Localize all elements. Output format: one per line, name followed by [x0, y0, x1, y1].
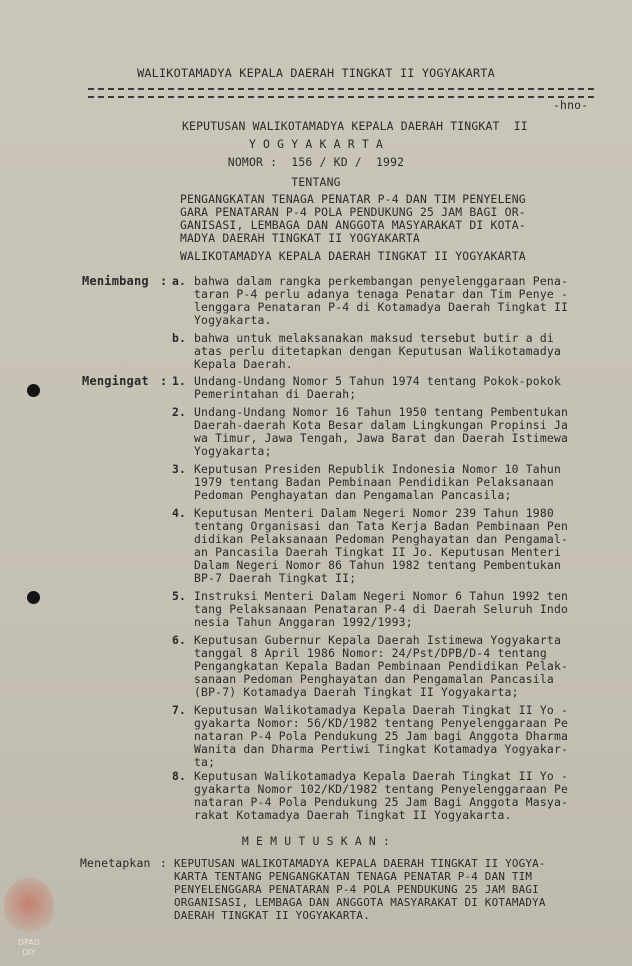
- clause-line: Keputusan Presiden Republik Indonesia Nomor 10 Tahun: [194, 462, 562, 476]
- clause-line: Dalam Negeri Nomor 86 Tahun 1982 tentang Pembentukan: [194, 558, 562, 572]
- watermark-line: DPAD: [17, 938, 41, 947]
- clause-line: sanaan Pedoman Penghayatan dan Pengamalan Pancasila: [194, 672, 554, 686]
- clause-line: 1979 tentang Badan Pembinaan Pendidikan Pelaksanaan: [194, 475, 554, 489]
- punch-hole-icon: [27, 384, 40, 397]
- clause-line: Kepala Daerah.: [194, 357, 293, 371]
- clause-line: ORGANISASI, LEMBAGA DAN ANGGOTA MASYARAKAT DI KOTAMADYA: [174, 896, 546, 909]
- mengingat-label: Mengingat: [82, 374, 149, 388]
- clause-line: didikan Pelaksanaan Pedoman Penghayatan dan Pengamal-: [194, 532, 569, 546]
- item-marker: 7.: [172, 703, 187, 717]
- clause-line: DAERAH TINGKAT II YOGYAKARTA.: [174, 909, 370, 922]
- item-marker: 4.: [172, 506, 187, 520]
- clause-line: gyakarta Nomor 102/KD/1982 tentang Penyelenggaraan Pe: [194, 782, 569, 796]
- clause-line: nesia Tahun Anggaran 1992/1993;: [194, 615, 413, 629]
- clause-line: Yogyakarta.: [194, 313, 272, 327]
- clause-line: rakat Kotamadya Daerah Tingkat II Yogyakarta.: [194, 808, 512, 822]
- decree-number: NOMOR : 156 / KD / 1992: [227, 155, 405, 169]
- menimbang-label: Menimbang: [82, 274, 149, 288]
- clause-line: (BP-7) Kotamadya Daerah Tingkat II Yogyakarta;: [194, 685, 519, 699]
- item-marker: a.: [172, 274, 187, 288]
- institution-header: WALIKOTAMADYA KEPALA DAERAH TINGKAT II YOGYAKARTA: [137, 66, 495, 80]
- watermark-line: DIY: [22, 948, 36, 957]
- clause-line: tanggal 8 April 1986 Nomor: 24/Pst/DPB/D-4 tentang: [194, 646, 547, 660]
- subject-line: PENGANGKATAN TENAGA PENATAR P-4 DAN TIM PENYELENG: [180, 192, 526, 206]
- item-marker: 5.: [172, 589, 187, 603]
- clause-line: Undang-Undang Nomor 5 Tahun 1974 tentang Pokok-pokok: [194, 374, 562, 388]
- archive-seal-icon: [4, 878, 54, 934]
- clause-line: Pedoman Penghayatan dan Pengamalan Pancasila;: [194, 488, 512, 502]
- item-marker: 6.: [172, 633, 187, 647]
- reference-code: -hno-: [553, 98, 589, 112]
- clause-line: tentang Organisasi dan Tata Kerja Badan Pembinaan Pen: [194, 519, 569, 533]
- menetapkan-colon: :: [160, 856, 168, 870]
- memutuskan-heading: M E M U T U S K A N :: [241, 834, 391, 848]
- clause-line: an Pancasila Daerah Tingkat II Jo. Keputusan Menteri: [194, 545, 562, 559]
- clause-line: Keputusan Walikotamadya Kepala Daerah Tingkat II Yo -: [194, 703, 569, 717]
- clause-line: Yogyakarta;: [194, 444, 272, 458]
- clause-line: lenggara Penataran P-4 di Kotamadya Daerah Tingkat II: [194, 300, 569, 314]
- subject-line: GARA PENATARAN P-4 POLA PENDUKUNG 25 JAM BAGI OR-: [180, 205, 526, 219]
- clause-line: KEPUTUSAN WALIKOTAMADYA KEPALA DAERAH TINGKAT II YOGYA-: [174, 857, 546, 870]
- clause-line: Pengangkatan Kepala Badan Pembinaan Pendidikan Pelak-: [194, 659, 569, 673]
- clause-line: Pemerintahan di Daerah;: [194, 387, 357, 401]
- clause-line: PENYELENGGARA PENATARAN P-4 POLA PENDUKUNG 25 JAM BAGI: [174, 883, 539, 896]
- menimbang-colon: :: [160, 274, 168, 288]
- issuer-line: WALIKOTAMADYA KEPALA DAERAH TINGKAT II YOGYAKARTA: [180, 249, 526, 263]
- clause-line: Instruksi Menteri Dalam Negeri Nomor 6 Tahun 1992 ten: [194, 589, 569, 603]
- item-marker: 8.: [172, 769, 187, 783]
- clause-line: Keputusan Gubernur Kepala Daerah Istimewa Yogyakarta: [194, 633, 562, 647]
- decree-tentang: TENTANG: [291, 175, 341, 189]
- clause-line: atas perlu ditetapkan dengan Keputusan Walikotamadya: [194, 344, 562, 358]
- subject-line: GANISASI, LEMBAGA DAN ANGGOTA MASYARAKAT DI KOTA-: [180, 218, 526, 232]
- item-marker: 2.: [172, 405, 187, 419]
- clause-line: gyakarta Nomor: 56/KD/1982 tentang Penyelenggaraan Pe: [194, 716, 569, 730]
- clause-line: Keputusan Walikotamadya Kepala Daerah Tingkat II Yo -: [194, 769, 569, 783]
- clause-line: KARTA TENTANG PENGANGKATAN TENAGA PENATAR P-4 DAN TIM: [174, 870, 533, 883]
- clause-line: wa Timur, Jawa Tengah, Jawa Barat dan Daerah Istimewa: [194, 431, 569, 445]
- subject-line: MADYA DAERAH TINGKAT II YOGYAKARTA: [180, 231, 420, 245]
- decree-city: Y O G Y A K A R T A: [248, 137, 384, 151]
- clause-line: Keputusan Menteri Dalam Negeri Nomor 239 Tahun 1980: [194, 506, 554, 520]
- clause-line: tang Pelaksanaan Penataran P-4 di Daerah Seluruh Indo: [194, 602, 569, 616]
- decree-title: KEPUTUSAN WALIKOTAMADYA KEPALA DAERAH TINGKAT II: [182, 119, 528, 133]
- archive-watermark: [6, 938, 52, 958]
- clause-line: Wanita dan Dharma Pertiwi Tingkat Kotamadya Yogyakar-: [194, 742, 569, 756]
- clause-line: Daerah-daerah Kota Besar dalam Lingkungan Propinsi Ja: [194, 418, 569, 432]
- item-marker: 3.: [172, 462, 187, 476]
- punch-hole-icon: [27, 591, 40, 604]
- clause-line: nataran P-4 Pola Pendukung 25 Jam bagi Anggota Dharma: [194, 729, 569, 743]
- clause-line: BP-7 Daerah Tingkat II;: [194, 571, 357, 585]
- clause-line: nataran P-4 Pola Pendukung 25 Jam Bagi Anggota Masya-: [194, 795, 569, 809]
- item-marker: b.: [172, 331, 187, 345]
- mengingat-colon: :: [160, 374, 168, 388]
- clause-line: bahwa untuk melaksanakan maksud tersebut butir a di: [194, 331, 554, 345]
- clause-line: taran P-4 perlu adanya tenaga Penatar dan Tim Penye -: [194, 287, 569, 301]
- header-separator: [88, 88, 594, 98]
- item-marker: 1.: [172, 374, 187, 388]
- menetapkan-label: Menetapkan: [80, 856, 151, 870]
- clause-line: bahwa dalam rangka perkembangan penyelenggaraan Pena-: [194, 274, 569, 288]
- clause-line: ta;: [194, 755, 216, 769]
- clause-line: Undang-Undang Nomor 16 Tahun 1950 tentang Pembentukan: [194, 405, 569, 419]
